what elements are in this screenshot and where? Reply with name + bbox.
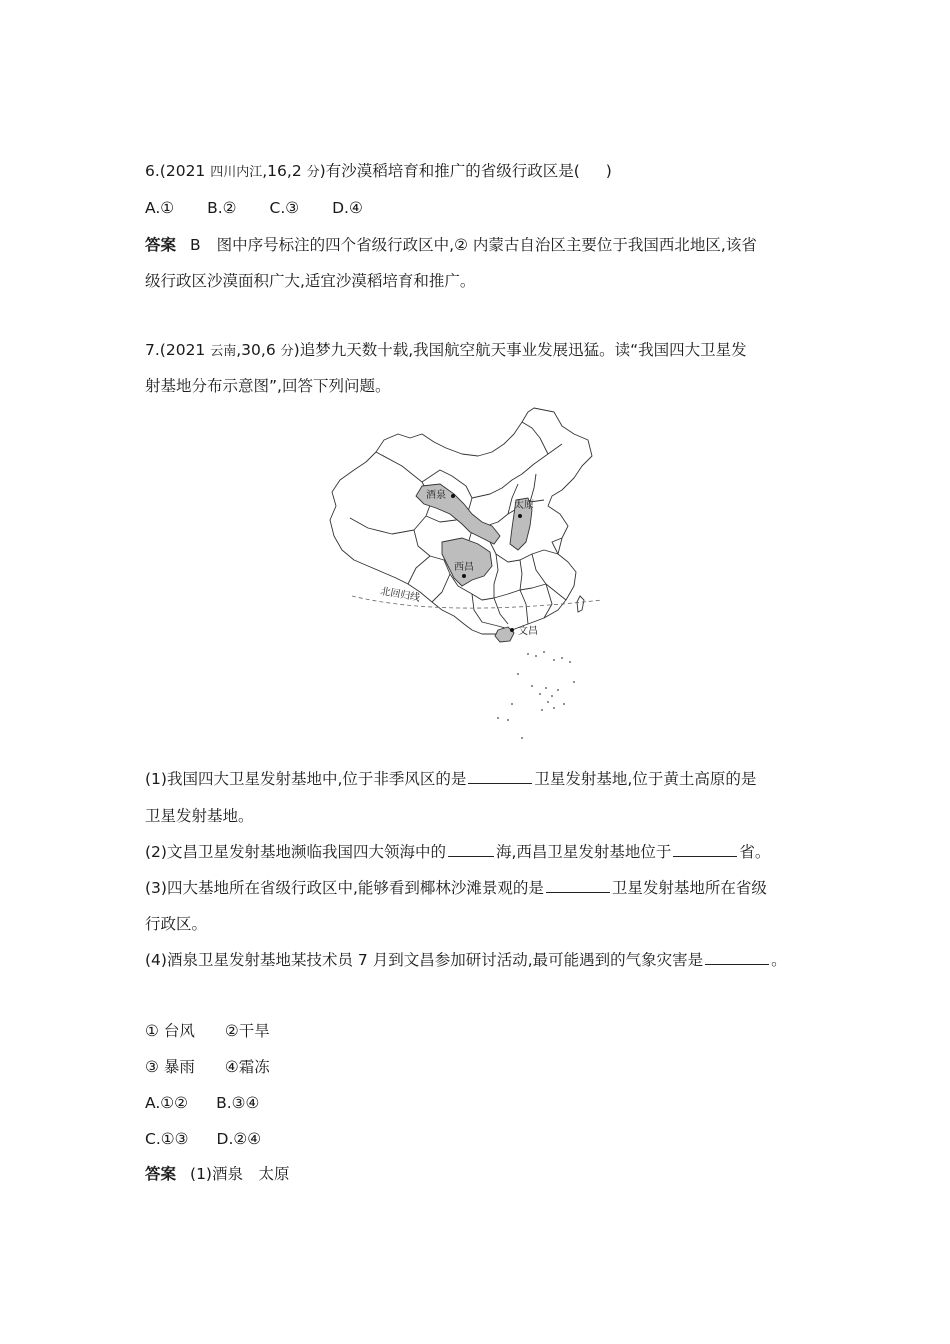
q7-sub2 [145,842,770,862]
q7-stem-text: )追梦九天数十载,我国航空航天事业发展迅猛。读“我国四大卫星发 [293,341,747,359]
q7-sub2-text-c: 省。 [739,843,771,861]
choice-drought: ②干旱 [224,1022,270,1040]
q7-stem-2 [145,376,390,396]
q6-answer-label: 答案 [145,236,177,254]
q7-sub4-text-c: 。 [771,951,787,969]
q7-sub2-blank2[interactable] [673,842,737,857]
q7-option-d: D.②④ [216,1130,262,1148]
q7-stem-1 [145,340,747,362]
q7-choices-row2 [145,1057,270,1077]
china-satellite-base-map [322,404,612,744]
q7-sub3-cont [145,914,207,934]
q7-sub4 [145,950,787,970]
q7-sub4-blank1[interactable] [705,950,769,965]
q6-answer-choice: B [190,236,201,254]
q7-number: 7.( [145,341,166,359]
wenchang-dot [510,628,514,632]
q7-option-c: C.①③ [145,1130,189,1148]
q7-choices-row1 [145,1021,270,1041]
q7-options-row1 [145,1093,259,1113]
q7-source: 云南 [210,344,237,359]
q6-stem [145,161,612,183]
xichang-dot [462,574,466,578]
q6-meta: ,16,2 [262,162,302,180]
q7-option-a: A.①② [145,1094,189,1112]
q7-stem-text-2: 射基地分布示意图”,回答下列问题。 [145,377,391,395]
q7-sub4-text-a: (4)酒泉卫星发射基地某技术员 [145,951,353,969]
q7-sub3-blank1[interactable] [546,878,610,893]
q7-sub1-text-b: 卫星发射基地,位于黄土高原的是 [534,770,757,788]
q7-answer [145,1164,289,1184]
q7-sub2-text-b: 海,西昌卫星发射基地位于 [495,843,672,861]
q7-sub3-text-a: (3)四大基地所在省级行政区中,能够看到椰林沙滩景观的是 [145,879,544,897]
q6-year: 2021 [165,162,206,180]
q7-sub4-text-b: 月到文昌参加研讨活动,最可能遇到的气象灾害是 [372,951,704,969]
q7-meta-unit: 分 [280,344,294,359]
q7-sub3-text-c: 行政区。 [145,915,208,933]
choice-rainstorm: ③ 暴雨 [145,1058,195,1076]
jiuquan-label: 酒泉 [426,490,446,501]
q7-answer-text: (1)酒泉 太原 [190,1165,290,1183]
q7-meta: ,30,6 [236,341,276,359]
q6-number: 6.( [145,162,166,180]
q6-meta-unit: 分 [306,165,320,180]
q7-sub1-cont [145,806,254,826]
q7-sub1-text-c: 卫星发射基地。 [145,807,254,825]
wenchang-label: 文昌 [518,626,538,637]
q7-answer-label: 答案 [145,1165,177,1183]
taiyuan-dot [518,514,522,518]
q6-stem-end: ) [605,162,612,180]
q7-sub1-blank1[interactable] [468,769,532,784]
q6-answer [145,235,757,255]
q7-sub4-month: 7 [357,951,368,969]
q7-sub1 [145,769,756,789]
q6-source: 四川内江 [210,165,263,180]
choice-typhoon: ① 台风 [145,1022,195,1040]
choice-frost: ④霜冻 [224,1058,270,1076]
q7-sub1-text-a: (1)我国四大卫星发射基地中,位于非季风区的是 [145,770,467,788]
q7-year: 2021 [165,341,206,359]
taiyuan-label: 太原 [514,500,534,511]
q6-stem-text: )有沙漠稻培育和推广的省级行政区是( [319,162,580,180]
q6-explanation-line2: 级行政区沙漠面积广大,适宜沙漠稻培育和推广。 [145,272,476,290]
q6-explanation-2 [145,271,475,291]
q6-option-d: D.④ [332,199,363,217]
q7-option-b: B.③④ [216,1094,260,1112]
q6-option-a: A.① [145,199,175,217]
q6-option-c: C.③ [269,199,300,217]
q7-sub2-blank1[interactable] [448,842,494,857]
q7-sub3-text-b: 卫星发射基地所在省级 [611,879,767,897]
q6-explanation-line1: 图中序号标注的四个省级行政区中,② 内蒙古自治区主要位于我国西北地区,该省 [216,236,757,254]
tropic-label: 北回归线 [379,586,421,604]
jiuquan-dot [451,494,455,498]
xichang-label: 西昌 [454,562,474,573]
south-sea-islands [497,651,575,739]
q7-sub3 [145,878,767,898]
q7-sub2-text-a: (2)文昌卫星发射基地濒临我国四大领海中的 [145,843,446,861]
taiwan [577,596,584,612]
q6-option-b: B.② [207,199,237,217]
q7-options-row2 [145,1129,261,1149]
map-svg [322,404,612,744]
q6-options [145,198,363,218]
